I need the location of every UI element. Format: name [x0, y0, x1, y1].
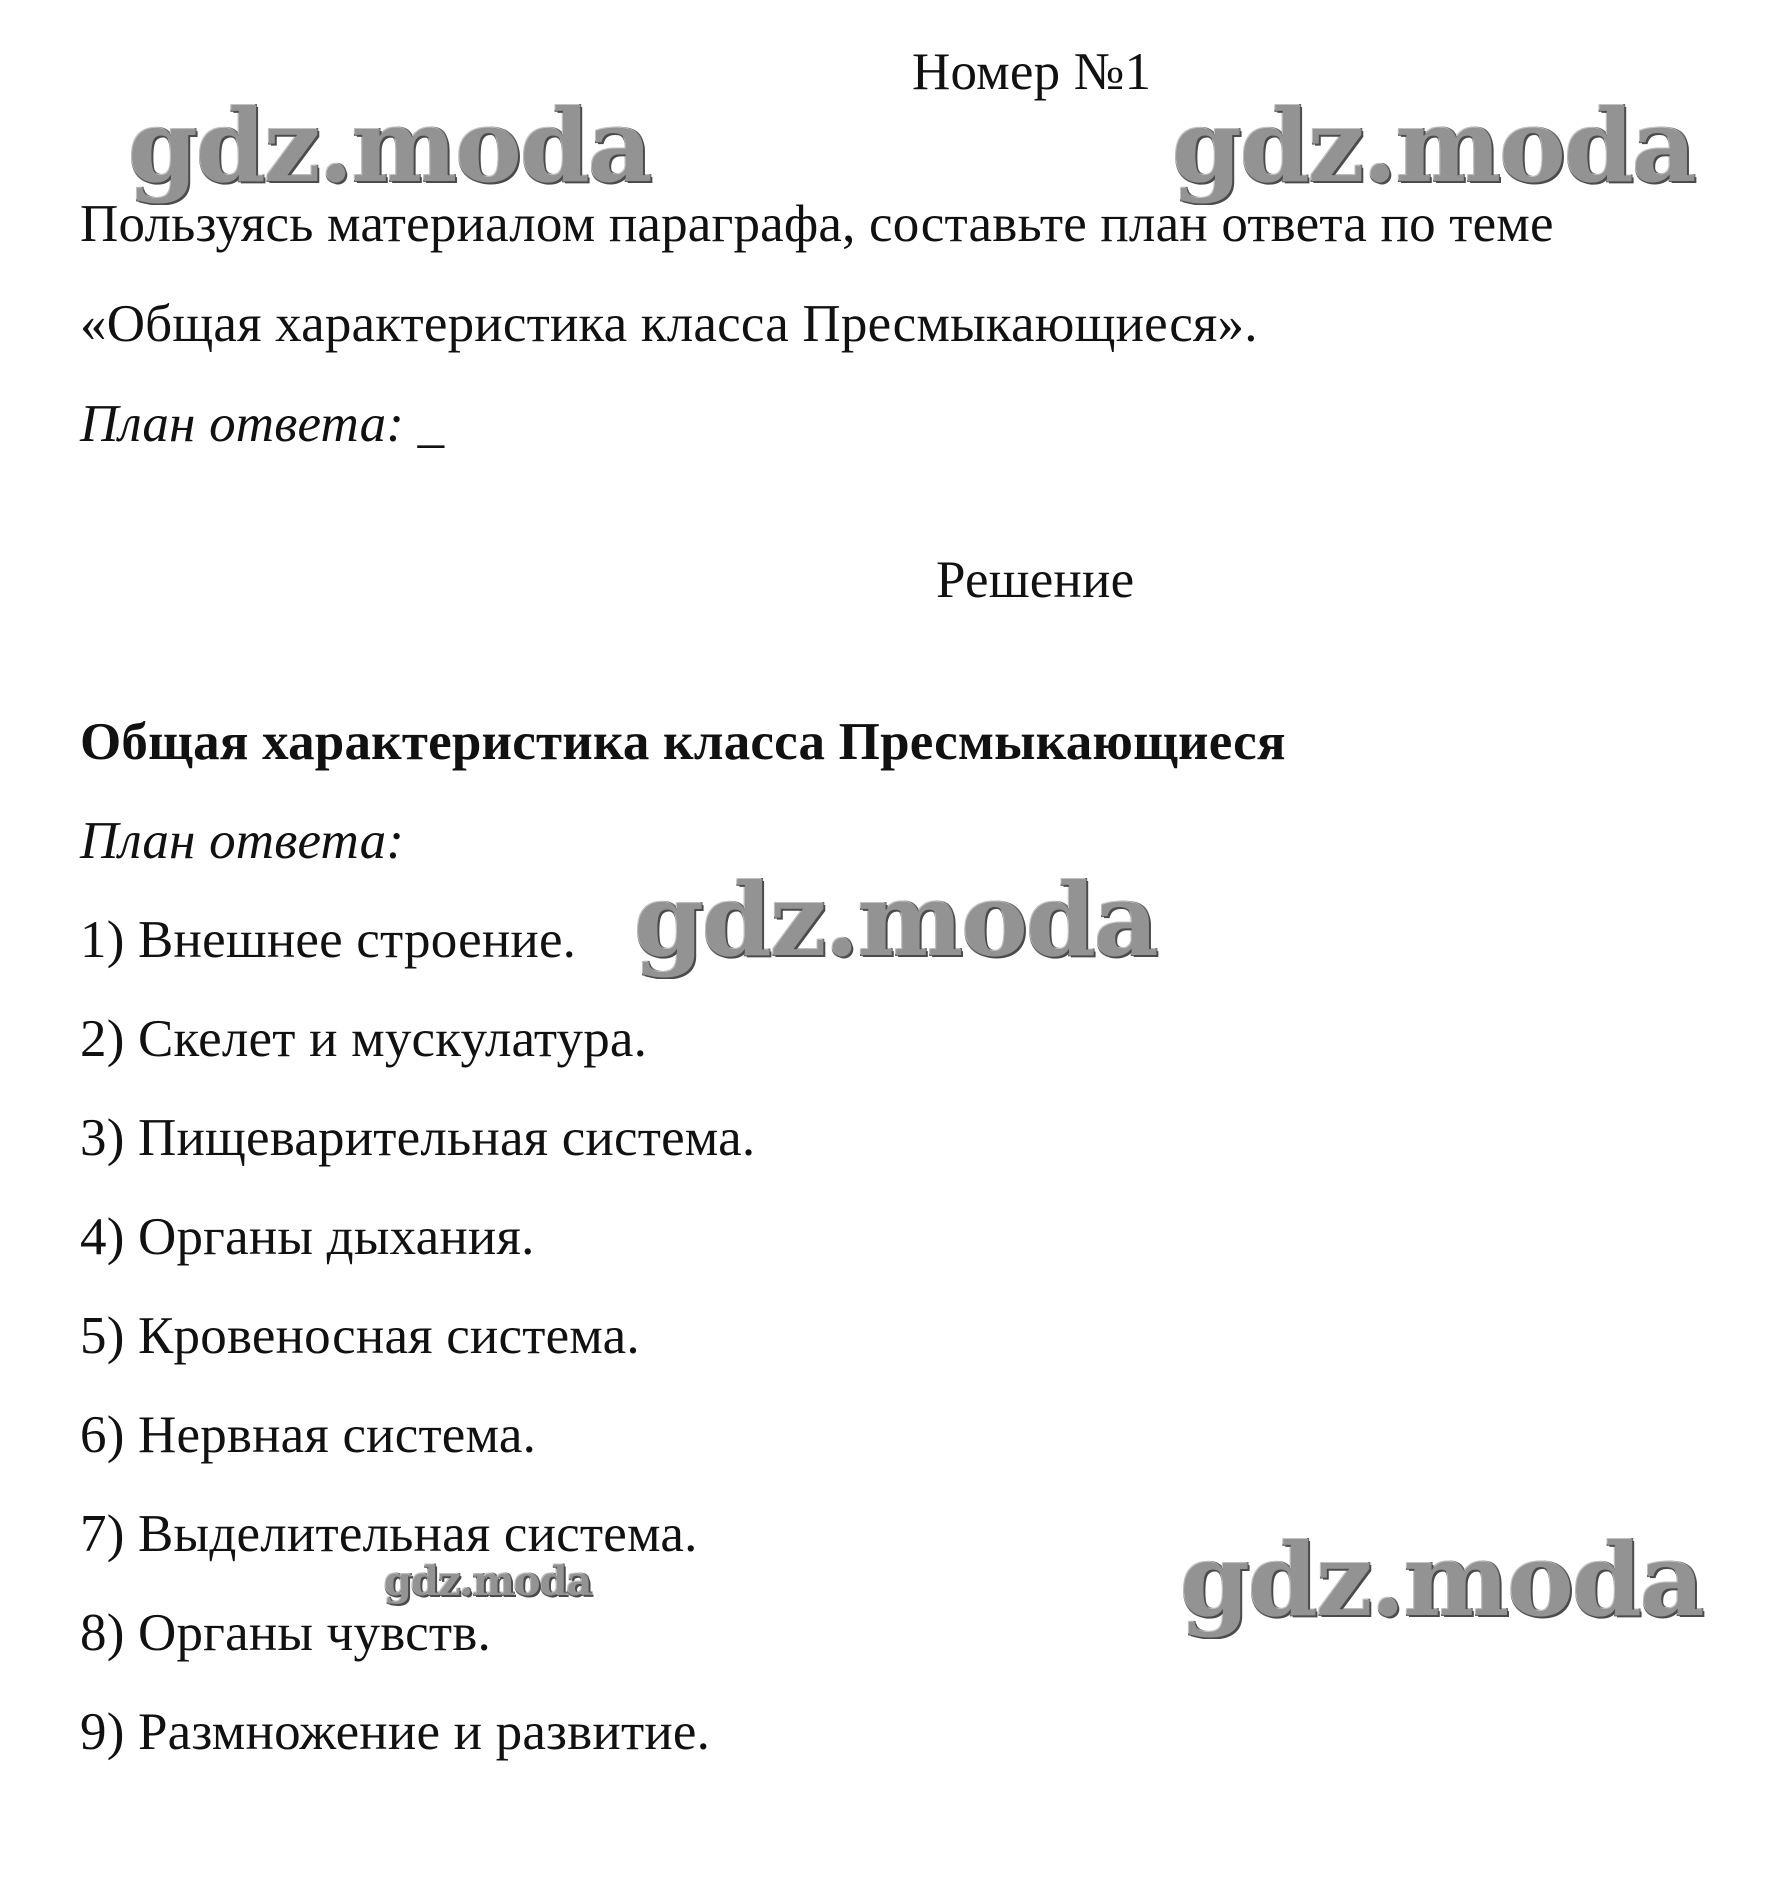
list-item: 1) Внешнее строение. — [80, 911, 577, 969]
task-plan-prompt: План ответа: _ — [80, 395, 445, 453]
solution-heading: Решение — [936, 551, 1135, 609]
list-item: 5) Кровеносная система. — [80, 1307, 640, 1365]
watermark: gdz.moda — [384, 1558, 592, 1605]
watermark: gdz.moda — [1172, 87, 1695, 205]
watermark: gdz.moda — [128, 87, 651, 205]
page-title: Номер №1 — [912, 43, 1152, 101]
list-item: 3) Пищеварительная система. — [80, 1109, 756, 1167]
list-item: 4) Органы дыхания. — [80, 1208, 535, 1266]
task-line-2: «Общая характеристика класса Пресмыкающиеся». — [80, 295, 1258, 353]
list-item: 9) Размножение и развитие. — [80, 1703, 711, 1761]
watermark: gdz.moda — [1180, 1521, 1703, 1639]
task-line-1: Пользуясь материалом параграфа, составьте план ответа по теме — [80, 195, 1554, 253]
list-item: 2) Скелет и мускулатура. — [80, 1010, 648, 1068]
solution-plan-label: План ответа: — [80, 812, 405, 870]
list-item: 7) Выделительная система. — [80, 1505, 698, 1563]
list-item: 8) Органы чувств. — [80, 1604, 491, 1662]
solution-title: Общая характеристика класса Пресмыкающиеся — [80, 713, 1286, 771]
list-item: 6) Нервная система. — [80, 1406, 537, 1464]
watermark: gdz.moda — [634, 861, 1157, 979]
